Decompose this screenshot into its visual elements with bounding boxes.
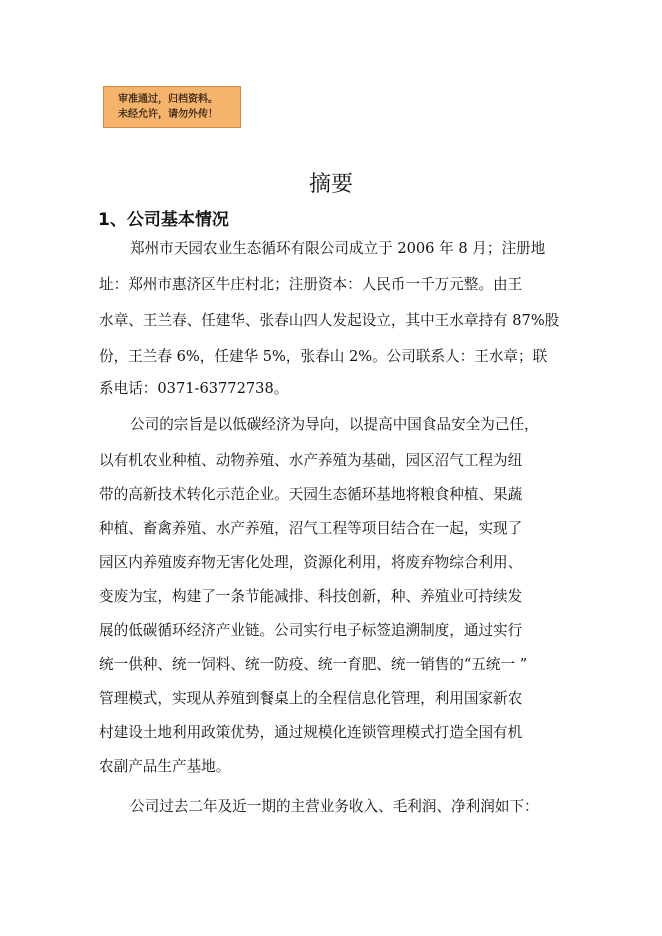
paragraph-line: 农副产品生产基地。	[99, 758, 231, 775]
paragraph-line: 变废为宝，构建了一条节能减排、科技创新，种、养殖业可持续发	[99, 588, 523, 605]
paragraph-line: 展的低碳循环经济产业链。公司实行电子标签追溯制度，通过实行	[99, 622, 523, 639]
paragraph-line: 址：郑州市惠济区牛庄村北；注册资本：人民币一千万元整。由王	[99, 276, 523, 293]
section-heading: 1、公司基本情况	[98, 210, 229, 230]
paragraph-line: 管理模式，实现从养殖到餐桌上的全程信息化管理，利用国家新农	[99, 690, 523, 707]
paragraph-line: 统一供种、统一饲料、统一防疫、统一育肥、统一销售的“五统一 ”	[99, 656, 528, 673]
paragraph-line: 份，王兰春 6%，任建华 5%，张春山 2%。公司联系人：王水章；联	[99, 348, 548, 365]
watermark-stamp	[103, 86, 241, 128]
paragraph-line: 村建设土地利用政策优势，通过规模化连锁管理模式打造全国有机	[99, 724, 523, 741]
paragraph-line: 系电话：0371-63772738。	[99, 380, 289, 397]
paragraph-line: 公司过去二年及近一期的主营业务收入、毛利润、净利润如下：	[130, 798, 539, 815]
paragraph-line: 公司的宗旨是以低碳经济为导向，以提高中国食品安全为己任，	[130, 416, 539, 433]
paragraph-line: 带的高新技术转化示范企业。天园生态循环基地将粮食种植、果蔬	[99, 486, 523, 503]
paragraph-line: 郑州市天园农业生态循环有限公司成立于 2006 年 8 月；注册地	[130, 240, 546, 257]
stamp-line-2: 未经允许，请勿外传！	[118, 109, 218, 120]
stamp-line-1: 审准通过，归档资料。	[118, 94, 218, 105]
paragraph-line: 以有机农业种植、动物养殖、水产养殖为基础，园区沼气工程为纽	[99, 452, 523, 469]
paragraph-line: 水章、王兰春、任建华、张春山四人发起设立，其中王水章持有 87%股	[99, 312, 560, 329]
paragraph-line: 种植、畜禽养殖、水产养殖，沼气工程等项目结合在一起，实现了	[99, 520, 523, 537]
paragraph-line: 园区内养殖废弃物无害化处理，资源化利用，将废弃物综合利用、	[99, 554, 523, 571]
page-title: 摘要	[308, 172, 353, 197]
